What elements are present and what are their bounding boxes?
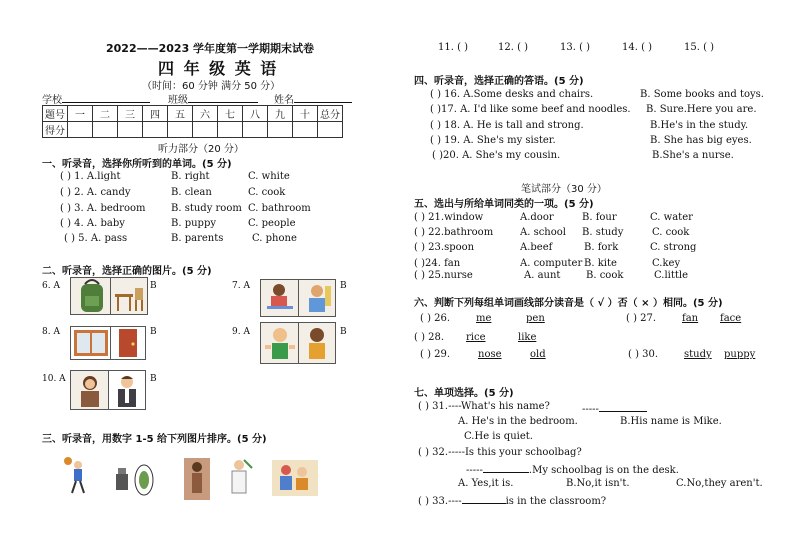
- man-icon: [109, 371, 145, 409]
- score-cell: 九: [268, 106, 293, 122]
- list-item: C. people: [248, 218, 296, 229]
- list-item: B. fork: [584, 242, 619, 253]
- q8-option-b: B: [150, 327, 157, 337]
- word-underlined: face: [720, 313, 742, 324]
- section1-title: 一、听录音，选择你所听到的单词。(5 分): [42, 159, 232, 170]
- list-item: B. kite: [584, 258, 617, 269]
- window-picture[interactable]: [70, 326, 112, 360]
- list-item: B.She's a nurse.: [652, 150, 734, 161]
- school-field: [42, 91, 150, 106]
- list-item: C. phone: [252, 233, 297, 244]
- score-table-header-row: [43, 106, 343, 122]
- score-entry[interactable]: [168, 122, 193, 138]
- boy-orange-icon: [299, 323, 335, 363]
- score-entry[interactable]: [218, 122, 243, 138]
- boy-orange-picture[interactable]: [298, 322, 336, 364]
- section7-title: 七、单项选择。(5 分): [414, 388, 514, 399]
- q33-prefix: ( ) 33.----: [418, 496, 462, 507]
- score-entry[interactable]: [268, 122, 293, 138]
- word-underlined: fan: [682, 313, 699, 324]
- list-item: ( ) 23.spoon: [414, 242, 475, 253]
- score-cell: 四: [143, 106, 168, 122]
- name-field: [274, 91, 352, 106]
- list-item: ( ) 16. A.Some desks and chairs.: [430, 89, 594, 100]
- list-item: ( )17. A. I'd like some beef and noodles.: [430, 104, 631, 115]
- q33-tail: is in the classroom?: [505, 496, 607, 507]
- list-item: ( ) 18. A. He is tall and strong.: [430, 120, 584, 131]
- score-entry[interactable]: [318, 122, 343, 138]
- listening-part-heading: 听力部分（20 分）: [158, 144, 244, 155]
- q11-blank[interactable]: 11. ( ): [438, 42, 469, 53]
- list-item: B. right: [171, 171, 210, 182]
- girl-standing-icon: [184, 458, 210, 500]
- desk-chair-icon: [111, 278, 147, 314]
- list-item: ( ) 21.window: [414, 212, 484, 223]
- score-cell: 总分: [318, 106, 343, 122]
- q32-option-b: B.No,it isn't.: [566, 478, 630, 489]
- exam-subtitle: 四 年 级 英 语: [158, 59, 279, 78]
- scientist-icon: [224, 456, 254, 498]
- list-item: ( ) 1. A.light: [60, 171, 121, 182]
- q32-answer-tail: .My schoolbag is on the desk.: [528, 465, 679, 476]
- score-row-label: 得分: [43, 122, 68, 138]
- window-icon: [71, 327, 111, 359]
- boy-green-picture[interactable]: [260, 322, 300, 364]
- section6-title: 六、判断下列每组单词画线部分读音是（ √ ）否（ × ）相同。(5 分): [414, 298, 723, 309]
- q13-blank[interactable]: 13. ( ): [560, 42, 591, 53]
- q15-blank[interactable]: 15. ( ): [684, 42, 715, 53]
- list-item: ( ) 19. A. She's my sister.: [430, 135, 556, 146]
- q14-blank[interactable]: 14. ( ): [622, 42, 653, 53]
- girl-reading-icon: [261, 280, 299, 316]
- list-item: ( ) 5. A. pass: [64, 233, 128, 244]
- q33-blank[interactable]: [462, 493, 506, 504]
- q7-option-b: B: [340, 281, 347, 291]
- list-item: B. Sure.Here you are.: [646, 104, 757, 115]
- word-underlined: me: [476, 313, 492, 324]
- q32-option-a: A. Yes,it is.: [458, 478, 514, 489]
- q31-text: ( ) 31.----What's his name?: [418, 401, 550, 412]
- list-item: B. Some books and toys.: [640, 89, 764, 100]
- robot-bird-picture[interactable]: [110, 462, 156, 498]
- word-underlined: study: [684, 349, 712, 360]
- woman-picture[interactable]: [70, 370, 110, 410]
- score-table-score-row: [43, 122, 343, 138]
- score-entry[interactable]: [118, 122, 143, 138]
- basketball-player-picture[interactable]: [62, 455, 90, 495]
- score-cell: 七: [218, 106, 243, 122]
- q33-text: [418, 493, 606, 507]
- list-item: B. She has big eyes.: [650, 135, 752, 146]
- door-picture[interactable]: [110, 326, 146, 360]
- list-item: C. strong: [650, 242, 697, 253]
- word-underlined: nose: [478, 349, 502, 360]
- score-cell: 二: [93, 106, 118, 122]
- score-entry[interactable]: [193, 122, 218, 138]
- list-item: A.door: [520, 212, 554, 223]
- list-item: ( ) 26.: [420, 313, 451, 324]
- list-item: C. white: [248, 171, 290, 182]
- list-item: ( ) 4. A. baby: [60, 218, 125, 229]
- word-underlined: puppy: [724, 349, 756, 360]
- list-item: B. study room: [171, 203, 242, 214]
- man-picture[interactable]: [108, 370, 146, 410]
- section4-title: 四、听录音，选择正确的答语。(5 分): [414, 76, 584, 87]
- section5-title: 五、选出与所给单词同类的一项。(5 分): [414, 199, 594, 210]
- list-item: ( ) 29.: [420, 349, 451, 360]
- list-item: ( ) 2. A. candy: [60, 187, 131, 198]
- score-cell: 三: [118, 106, 143, 122]
- scientist-picture[interactable]: [224, 456, 254, 498]
- score-cell: 五: [168, 106, 193, 122]
- list-item: ( ) 3. A. bedroom: [60, 203, 146, 214]
- list-item: ( )24. fan: [414, 258, 461, 269]
- written-part-heading: 笔试部分（30 分）: [521, 184, 607, 195]
- list-item: ( ) 30.: [628, 349, 659, 360]
- list-item: ( ) 27.: [626, 313, 657, 324]
- basketball-player-icon: [62, 455, 90, 495]
- list-item: C. water: [650, 212, 693, 223]
- list-item: A. school: [520, 227, 566, 238]
- q31-answer-prefix: -----: [582, 404, 599, 415]
- list-item: C.little: [654, 270, 689, 281]
- score-cell: 八: [243, 106, 268, 122]
- girl-standing-picture[interactable]: [184, 458, 210, 500]
- score-cell: 题号: [43, 106, 68, 122]
- score-cell: 十: [293, 106, 318, 122]
- list-item: C. bathroom: [248, 203, 311, 214]
- list-item: C. cook: [652, 227, 690, 238]
- class-field: [168, 91, 258, 106]
- word-underlined: pen: [526, 313, 545, 324]
- boy-green-icon: [261, 323, 299, 363]
- school-label: 学校: [42, 95, 62, 106]
- exam-title: 2022——2023 学年度第一学期期末试卷: [106, 42, 315, 55]
- score-entry[interactable]: [143, 122, 168, 138]
- q8-label: 8. A: [42, 327, 60, 337]
- score-cell: 一: [68, 106, 93, 122]
- word-underlined: rice: [466, 332, 486, 343]
- list-item: B. parents: [171, 233, 224, 244]
- backpack-icon: [71, 278, 111, 314]
- list-item: B. clean: [171, 187, 212, 198]
- q6-label: 6. A: [42, 281, 60, 291]
- q32-text: ( ) 32.-----Is this your schoolbag?: [418, 447, 582, 458]
- q12-blank[interactable]: 12. ( ): [498, 42, 529, 53]
- family-icon: [272, 460, 318, 496]
- list-item: ( ) 22.bathroom: [414, 227, 494, 238]
- q31-option-c: C.He is quiet.: [464, 431, 533, 442]
- name-label: 姓名: [274, 95, 294, 106]
- robot-bird-icon: [110, 462, 156, 498]
- boy-picture[interactable]: [298, 279, 336, 317]
- list-item: B. puppy: [171, 218, 216, 229]
- class-label: 班级: [168, 95, 188, 106]
- q6-option-b: B: [150, 281, 157, 291]
- score-table: [42, 105, 343, 138]
- q10-label: 10. A: [42, 374, 66, 384]
- list-item: ( ) 28.: [414, 332, 445, 343]
- girl-reading-picture[interactable]: [260, 279, 300, 317]
- q32-option-c: C.No,they aren't.: [676, 478, 763, 489]
- word-underlined: like: [518, 332, 537, 343]
- list-item: C.key: [652, 258, 681, 269]
- q32-answer-prefix: -----: [466, 465, 483, 476]
- list-item: C. cook: [248, 187, 286, 198]
- list-item: A.beef: [520, 242, 553, 253]
- list-item: ( ) 25.nurse: [414, 270, 473, 281]
- q31-option-b: B.His name is Mike.: [620, 416, 722, 427]
- score-entry[interactable]: [93, 122, 118, 138]
- q10-option-b: B: [150, 374, 157, 384]
- score-entry[interactable]: [243, 122, 268, 138]
- score-entry[interactable]: [68, 122, 93, 138]
- section2-title: 二、听录音，选择正确的图片。(5 分): [42, 266, 212, 277]
- woman-icon: [71, 371, 109, 409]
- door-icon: [111, 327, 145, 359]
- list-item: ( )20. A. She's my cousin.: [432, 150, 561, 161]
- score-entry[interactable]: [293, 122, 318, 138]
- score-cell: 六: [193, 106, 218, 122]
- list-item: A. aunt: [524, 270, 561, 281]
- q9-option-b: B: [340, 327, 347, 337]
- list-item: A. computer: [520, 258, 583, 269]
- word-underlined: old: [530, 349, 546, 360]
- q31-option-a: A. He's in the bedroom.: [458, 416, 578, 427]
- q7-label: 7. A: [232, 281, 250, 291]
- q9-label: 9. A: [232, 327, 250, 337]
- q32-answer-line[interactable]: [466, 462, 679, 476]
- time-info: （时间：60 分钟 满分 50 分）: [142, 81, 281, 92]
- list-item: B. cook: [586, 270, 624, 281]
- desk-chair-picture[interactable]: [110, 277, 148, 315]
- family-picture[interactable]: [272, 460, 318, 496]
- section3-title: 三、听录音，用数字 1-5 给下列图片排序。(5 分): [42, 434, 267, 445]
- q31-answer-line[interactable]: [582, 401, 647, 415]
- list-item: B. study: [582, 227, 624, 238]
- list-item: B.He's in the study.: [650, 120, 749, 131]
- list-item: B. four: [582, 212, 617, 223]
- boy-icon: [299, 280, 335, 316]
- backpack-picture[interactable]: [70, 277, 112, 315]
